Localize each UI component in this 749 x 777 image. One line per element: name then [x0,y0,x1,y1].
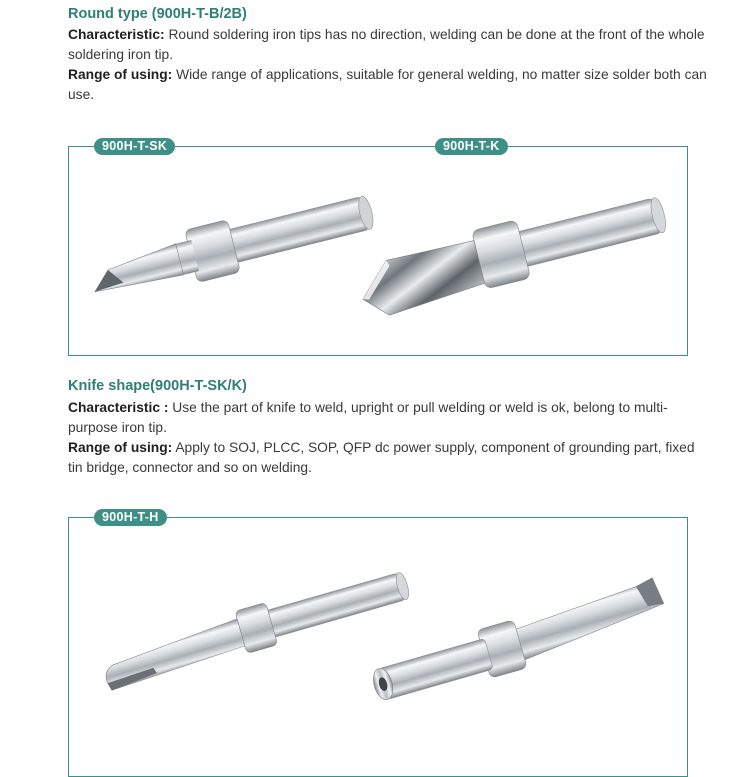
knife-range-label: Range of using: [68,440,173,455]
tag-900h-t-sk: 900H-T-SK [94,138,175,155]
round-type-heading: Round type (900H-T-B/2B) [68,6,247,22]
round-range-label: Range of using: [68,67,173,82]
knife-range-paragraph [68,438,708,478]
soldering-tip-900h-t-h-angled-image [350,590,680,720]
tag-900h-t-h: 900H-T-H [94,509,167,526]
knife-shape-heading: Knife shape(900H-T-SK/K) [68,378,247,394]
knife-characteristic-paragraph [68,398,708,438]
round-range-text: Wide range of applications, suitable for general welding, no matter size solder both can use. [68,67,707,102]
round-characteristic-label: Characteristic: [68,27,165,42]
round-characteristic-paragraph [68,25,708,65]
knife-characteristic-label: Characteristic : [68,400,169,415]
round-characteristic-text: Round soldering iron tips has no direction, welding can be done at the front of the whole soldering iron tip. [68,27,705,62]
knife-characteristic-text: Use the part of knife to weld, upright or pull welding or weld is ok, belong to multi-purpose iron tip. [68,400,668,435]
soldering-tip-900h-t-sk-image [80,200,390,310]
round-range-paragraph [68,65,708,105]
tag-900h-t-k: 900H-T-K [435,138,508,155]
soldering-tip-900h-t-k-image [350,190,680,330]
knife-range-text: Apply to SOJ, PLCC, SOP, QFP dc power supply, component of grounding part, fixed tin bridge, connector and so on welding. [68,440,695,475]
